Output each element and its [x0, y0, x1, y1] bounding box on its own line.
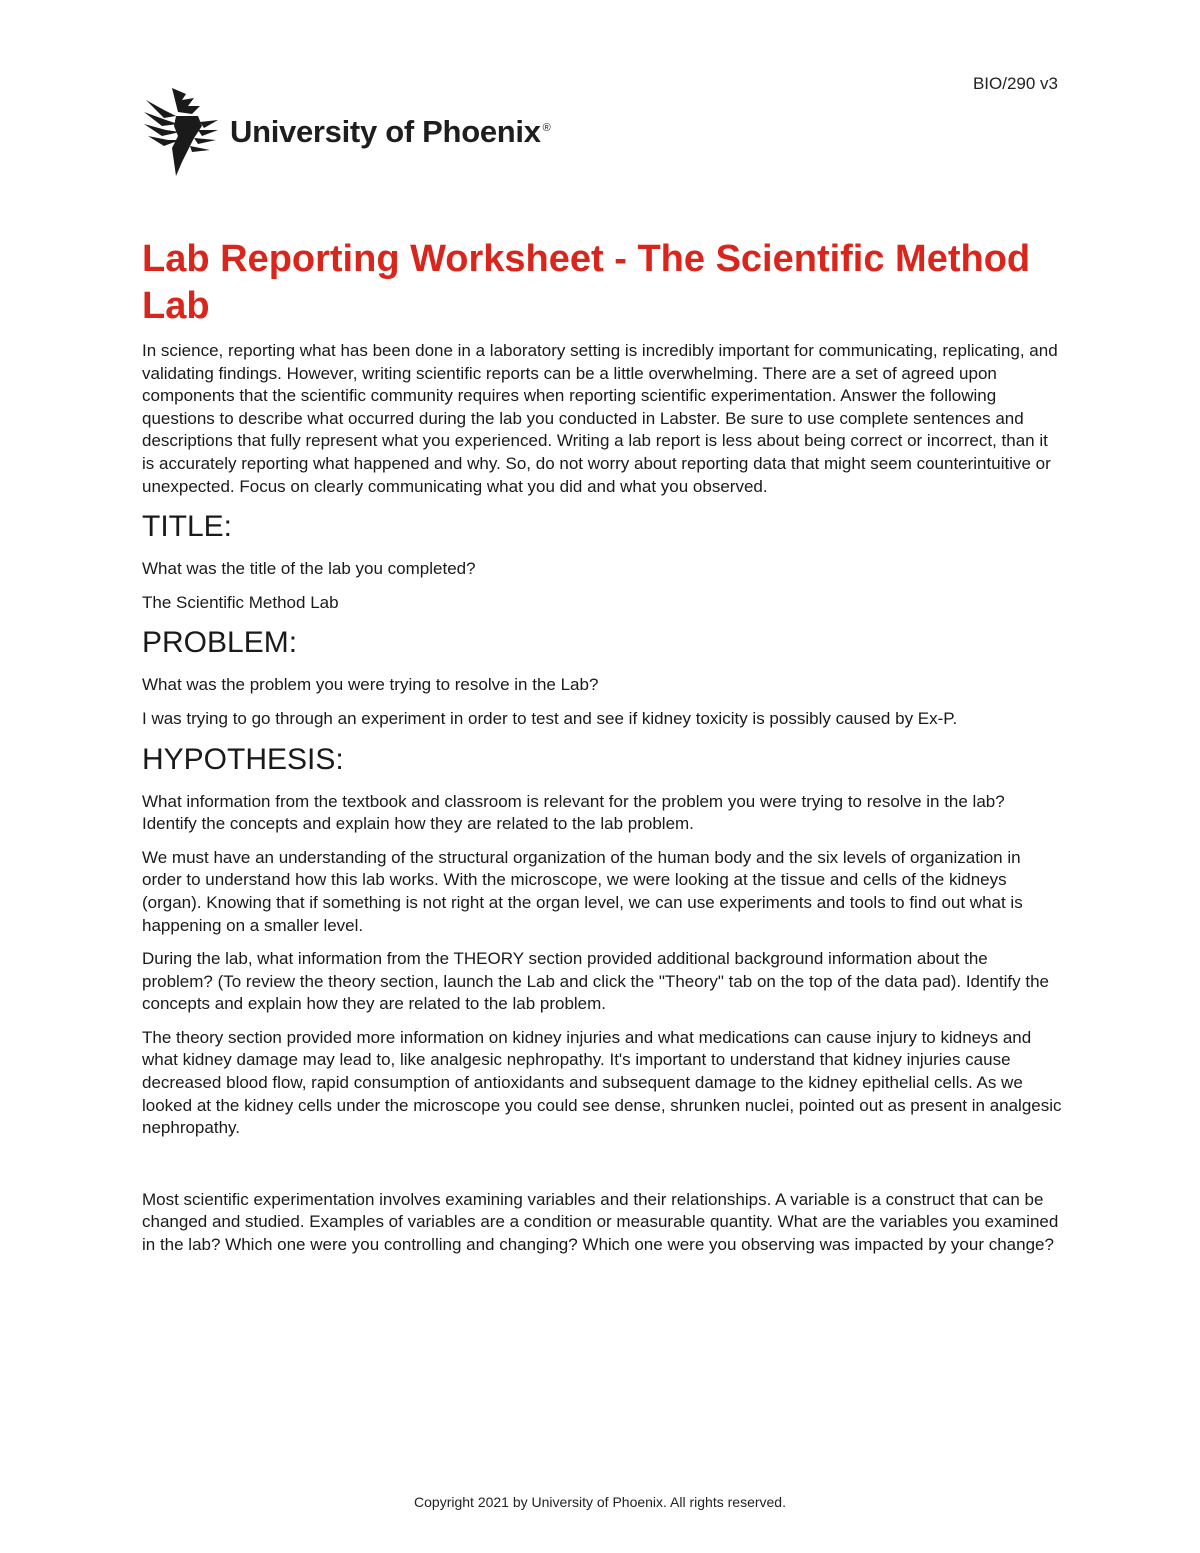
- section-heading-problem: PROBLEM:: [142, 626, 298, 660]
- document-title: Lab Reporting Worksheet - The Scientific Method Lab: [142, 238, 1031, 327]
- answer-problem: I was trying to go through an experiment in order to test and see if kidney toxicity is possibly caused by Ex-P.: [142, 708, 958, 728]
- copyright-footer: Copyright 2021 by University of Phoenix. All rights reserved.: [414, 1494, 786, 1510]
- question-title: What was the title of the lab you completed?: [142, 559, 476, 579]
- intro-paragraph: In science, reporting what has been done in a laboratory setting is incredibly important for communicating, replicating, and validating findings. However, writing scientific reports can be a little overwhelming. There are a set of agreed upon components that the scientific community requires when reporting scientific experimentation. Answer the following questions to describe what occurred during the lab you conducted in Labster. Be sure to use complete sentences and descriptions that fully represent what you experienced. Writing a lab report is less about being correct or incorrect, than it is accurately reporting what happened and why. So, do not worry about reporting data that might seem counterintuitive or unexpected. Focus on clearly communicating what you did and what you observed.: [142, 341, 1058, 496]
- question-problem: What was the problem you were trying to resolve in the Lab?: [142, 675, 599, 695]
- question-hypothesis-theory: During the lab, what information from the THEORY section provided additional background information about the problem? (To review the theory section, launch the Lab and click the "Theory" tab on the top of the data pad). Identify the concepts and explain how they are related to the lab problem.: [142, 949, 1050, 1014]
- document-body: [142, 236, 1062, 1268]
- answer-title: The Scientific Method Lab: [142, 592, 339, 612]
- section-heading-hypothesis: HYPOTHESIS:: [142, 742, 344, 776]
- phoenix-bird-icon: [142, 86, 220, 178]
- question-hypothesis-variables: Most scientific experimentation involves examining variables and their relationships. A variable is a construct that can be changed and studied. Examples of variables are a condition or measurable quantity. What are the variables you examined in the lab? Which one were you controlling and changing? Which one were you observing was impacted by your change?: [142, 1189, 1059, 1255]
- answer-hypothesis-textbook: We must have an understanding of the structural organization of the human body and the six levels of organization in order to understand how this lab works. With the microscope, we were looking at the tissue and cells of the kidneys (organ). Knowing that if something is not right at the organ level, we can use experiments and tools to find out what is happening on a smaller level.: [142, 847, 1023, 935]
- logo-wordmark: University of Phoenix ®: [230, 114, 551, 149]
- course-code: BIO/290 v3: [972, 74, 1058, 93]
- university-logo: [142, 86, 550, 178]
- paragraph-spacer: [142, 1151, 1062, 1189]
- answer-hypothesis-theory: The theory section provided more information on kidney injuries and what medications can cause injury to kidneys and what kidney damage may lead to, like analgesic nephropathy. It's important to understand that kidney injuries cause decreased blood flow, rapid consumption of antioxidants and subsequent damage to the kidney epithelial cells. As we looked at the kidney cells under the microscope you could see dense, shrunken nuclei, pointed out as present in analgesic nephropathy.: [142, 1027, 1062, 1138]
- section-heading-title: TITLE:: [142, 510, 233, 544]
- question-hypothesis-textbook: What information from the textbook and classroom is relevant for the problem you were trying to resolve in the lab? Identify the concepts and explain how they are related to the lab problem.: [142, 791, 1005, 834]
